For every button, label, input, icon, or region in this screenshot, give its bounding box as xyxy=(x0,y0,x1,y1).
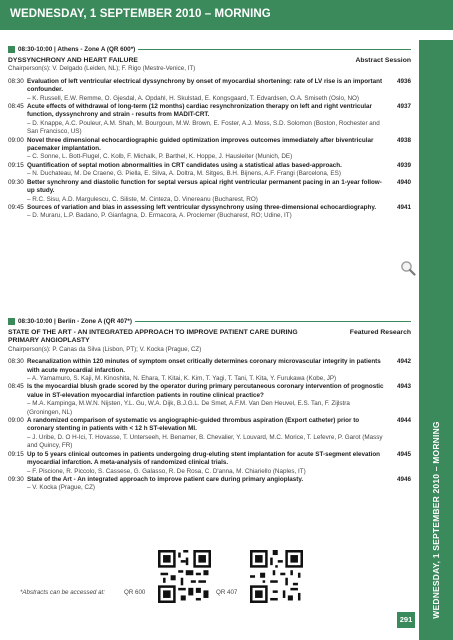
talk-title: Is the myocardial blush grade scored by the operator during primary percutaneous coronary intervention of prognostic value in ST-elevation myocardial infarction patients in routine clinical practice? xyxy=(27,383,384,399)
qr-label: QR 407 xyxy=(216,589,238,596)
talk-time: 09:15 xyxy=(8,450,24,458)
talk-authors: – J. Uribe, D. O H-Ici, T. Hovasse, T. Unterseeh, H. Benamer, B. Chevalier, Y. Louvard, M.C. Morice, T. Lefevre, P. Garot (Massy and Quincy, FR) xyxy=(27,433,383,450)
program-content xyxy=(8,44,411,492)
talk-title: Acute effects of withdrawal of long-term (12 months) cardiac resynchronization therapy on left and right ventricular function, dyssynchrony and strain - results from MADIT-CRT. xyxy=(27,103,372,119)
session-marker-icon xyxy=(8,318,15,325)
abstract-number: 4943 xyxy=(396,383,411,391)
footer xyxy=(20,550,400,610)
abstract-number: 4938 xyxy=(396,136,411,144)
talk-authors: – K. Russell, E.W. Remme, O. Gjesdal, A. Opdahl, H. Skulstad, E. Kongsgaard, T. Edvardsen, O.A. Smiseth (Oslo, NO) xyxy=(27,94,360,102)
abstract-number: 4942 xyxy=(396,358,411,366)
talk-authors: – D. Knappe, A.C. Pouleur, A.M. Shah, M. Bourgoun, M.W. Brown, E. Foster, A.J. Moss, S.D. Solomon (Boston, Rochester and San Francisco, US) xyxy=(27,119,380,136)
talk-time: 08:30 xyxy=(8,358,24,366)
talk-item xyxy=(8,383,411,417)
page-header-title: WEDNESDAY, 1 SEPTEMBER 2010 – MORNING xyxy=(10,8,271,20)
magnifier-icon xyxy=(400,260,416,276)
talk-title: Quantification of septal motion abnormalities in CRT candidates using a statistical atlas based-approach. xyxy=(27,161,342,169)
talk-title: Up to 5 years clinical outcomes in patients undergoing drug-eluting stent implantation for acute ST-segment elevation myocardial infarction. A meta-analysis of randomized clinical trials. xyxy=(27,450,381,467)
talk-title: Sources of variation and bias in assessing left ventricular dyssynchrony using three-dimensional echocardiography. xyxy=(27,203,377,211)
abstract-number: 4946 xyxy=(396,475,411,483)
talk-time: 09:00 xyxy=(8,417,24,425)
page-number: 291 xyxy=(397,612,415,628)
talk-item xyxy=(8,103,411,137)
talk-item xyxy=(8,78,411,103)
abstract-number: 4940 xyxy=(396,178,411,186)
footer-note: *Abstracts can be accessed at: xyxy=(20,589,105,596)
talk-item xyxy=(8,179,411,204)
talk-time: 09:00 xyxy=(8,136,24,144)
talk-authors: – N. Duchateau, M. De Craene, G. Piella, E. Silva, A. Doltra, M. Sitges, B.H. Bijnens, A.F. Frangi (Barcelona, ES) xyxy=(27,170,341,178)
abstract-number: 4944 xyxy=(396,417,411,425)
session-title: DYSSYNCHRONY AND HEART FAILURE xyxy=(8,57,138,64)
session-title-row xyxy=(8,329,411,346)
talk-title: State of the Art - An integrated approach to improve patient care during primary angioplasty. xyxy=(27,475,304,483)
session-title: STATE OF THE ART - AN INTEGRATED APPROACH TO IMPROVE PATIENT CARE DURING PRIMARY ANGIOPLASTY xyxy=(8,329,298,345)
talk-authors: – D. Muraru, L.P. Badano, P. Gianfagna, D. Ermacora, A. Proclemer (Bucharest, RO; Udine, IT) xyxy=(27,212,292,220)
talk-time: 08:45 xyxy=(8,103,24,111)
talk-authors: – M.A. Kampinga, M.W.N. Nijsten, Y.L. Gu, W.A. Dijk, B.J.G.L. De Smet, A.F.M. Van Den Heuvel, E.S. Tan, F. Zijlstra (Groningen, NL) xyxy=(27,400,350,416)
session-header xyxy=(8,316,411,326)
session-divider xyxy=(138,49,411,50)
session-chairs: Chairperson(s): P. Canas da Silva (Lisbon, PT); V. Kocka (Prague, CZ) xyxy=(8,345,202,353)
talk-time: 09:45 xyxy=(8,203,24,211)
talk-time: 09:30 xyxy=(8,475,24,483)
talk-authors: – A. Yamamuro, S. Kaji, M. Kinoshita, N. Ehara, T. Kitai, K. Kim, T. Yagi, T. Tani, T. Kita, Y. Furukawa (Kobe, JP) xyxy=(27,375,337,383)
qr-label: QR 600 xyxy=(124,589,146,596)
session-block xyxy=(8,316,411,493)
abstract-number: 4937 xyxy=(396,103,411,111)
session-time-room: 08:30-10:00 | Berlin - Zone A (QR 407*) xyxy=(18,317,132,325)
session-marker-icon xyxy=(8,46,15,53)
talk-authors: – C. Sonne, L. Bott-Flugel, C. Kolb, F. Michalk, P. Barthel, K. Hoppe, J. Hausleiter (Munich, DE) xyxy=(27,153,293,161)
talk-time: 08:30 xyxy=(8,77,24,85)
talk-item xyxy=(8,204,411,221)
abstract-number: 4936 xyxy=(396,77,411,85)
header-bar xyxy=(0,0,453,30)
session-divider xyxy=(135,321,411,322)
talk-title: A randomized comparison of systematic vs angiographic-guided thrombus aspiration (Export catheter) prior to coronary stenting in patients with < 12 h ST-elevation MI. xyxy=(27,417,360,433)
talk-title: Better synchrony and diastolic function for septal versus apical right ventricular permanent pacing in an 1-year follow-up study. xyxy=(27,178,382,195)
talk-authors: – F. Piscione, R. Piccolo, S. Cassese, G. Galasso, R. De Rosa, C. D'anna, M. Chiariello (Naples, IT) xyxy=(27,467,306,475)
talk-authors: – V. Kocka (Prague, CZ) xyxy=(27,484,96,492)
talk-time: 09:30 xyxy=(8,178,24,186)
talk-title: Novel three dimensional echocardiographic guided optimization improves outcomes immediately after biventricular pacemaker implantation. xyxy=(27,136,374,153)
talk-authors: – R.C. Sisu, A.D. Margulescu, C. Siliste, M. Cinteza, D. Vinereanu (Bucharest, RO) xyxy=(27,195,258,203)
abstract-number: 4945 xyxy=(396,450,411,458)
talk-item xyxy=(8,451,411,476)
talk-item xyxy=(8,137,411,162)
talk-time: 09:15 xyxy=(8,161,24,169)
talk-item xyxy=(8,358,411,383)
talk-item xyxy=(8,417,411,451)
session-title-row xyxy=(8,57,411,65)
talk-time: 08:45 xyxy=(8,383,24,391)
talk-item xyxy=(8,476,411,493)
session-block xyxy=(8,44,411,310)
abstract-number: 4941 xyxy=(396,203,411,211)
talk-title: Evaluation of left ventricular electrical dyssynchrony by onset of myocardial shortening: rate of LV rise is an important confounder. xyxy=(27,77,383,94)
session-type: Abstract Session xyxy=(355,57,411,64)
side-tab-text: WEDNESDAY, 1 SEPTEMBER 2010 – MORNING xyxy=(431,421,441,619)
session-chairs: Chairperson(s): V. Delgado (Leiden, NL); F. Rigo (Mestre-Venice, IT) xyxy=(8,65,196,73)
qr-code-icon[interactable] xyxy=(250,550,303,603)
session-header xyxy=(8,44,411,54)
qr-code-icon[interactable] xyxy=(158,550,211,603)
talk-title: Recanalization within 120 minutes of symptom onset critically determines coronary microvascular integrity in patients with acute myocardial infarction. xyxy=(27,358,381,374)
session-type: Featured Research xyxy=(349,329,411,336)
abstract-number: 4939 xyxy=(396,161,411,169)
session-time-room: 08:30-10:00 | Athens - Zone A (QR 600*) xyxy=(18,45,136,53)
talk-item xyxy=(8,162,411,179)
